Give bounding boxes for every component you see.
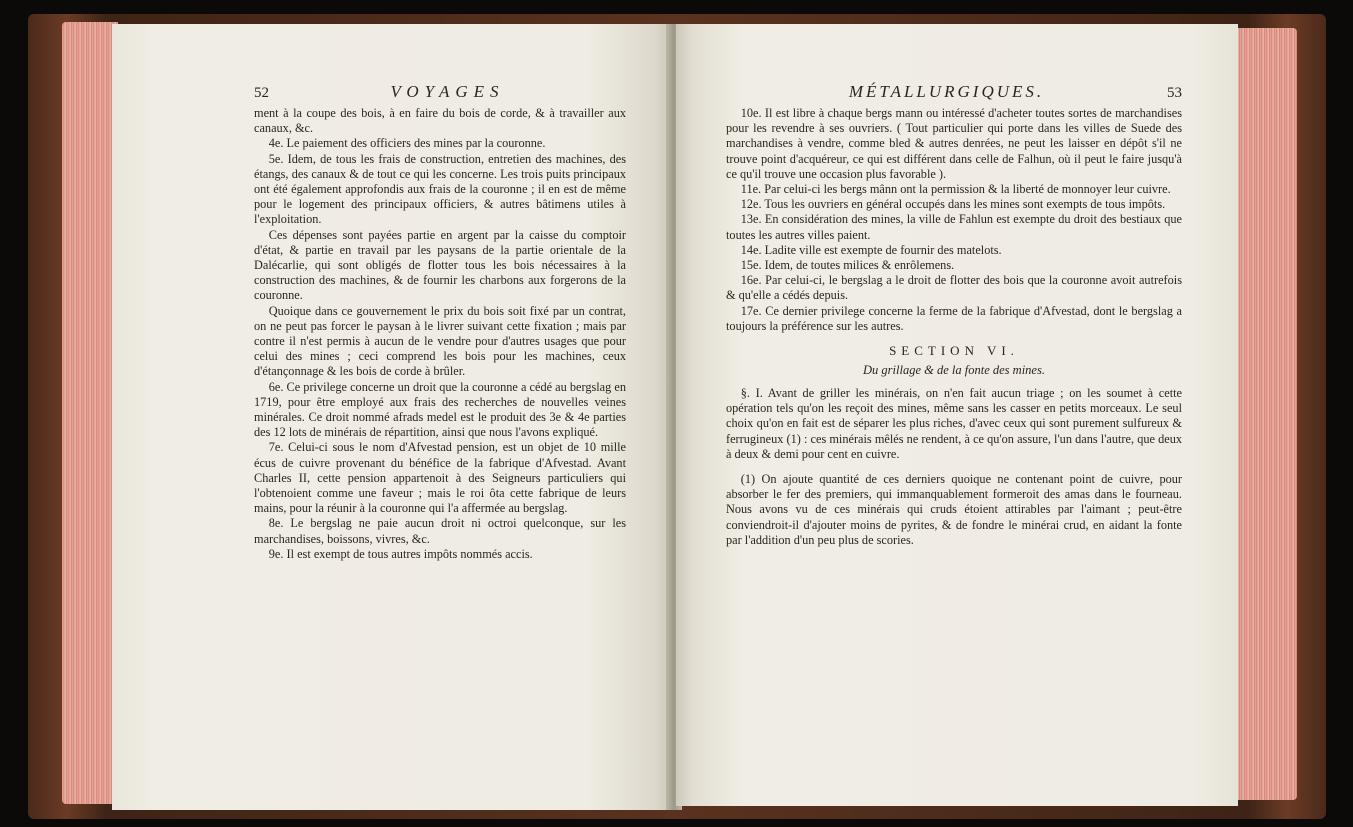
- paragraph: Ces dépenses sont payées partie en argent par la caisse du comptoir d'état, & partie en travail par les paysans de la partie orientale de la Dalécarlie, qui sont obligés de flotter tous les bois nécessaires à la construction des machines, & de fournir les charbons aux forgerons de la couronne.: [254, 227, 626, 303]
- paragraph: §. I. Avant de griller les minérais, on n'en fait aucun triage ; on les soumet à cette opération tels qu'on les reçoit des mines, même sans les casser en petits morceaux. Le seul choix qu'on en fait est de séparer les plus riches, d'avec ceux qui sont purement sulfureux & ferrugineux (1) : ces minérais mêlés ne rendent, à ce qu'on assure, l'un dans l'autre, que deux à deux & demi pour cent en cuivre.: [726, 386, 1182, 461]
- left-page: [112, 24, 672, 810]
- paragraph: 14e. Ladite ville est exempte de fournir des matelots.: [740, 242, 1002, 257]
- paragraph: ment à la coupe des bois, à en faire du bois de corde, & à travailler aux canaux, &c.: [254, 106, 626, 136]
- section-subtitle: Du grillage & de la fonte des mines.: [863, 363, 1045, 378]
- right-body-text: [726, 106, 1182, 548]
- paragraph: 17e. Ce dernier privilege concerne la ferme de la fabrique d'Afvestad, dont le bergslag a toujours la préférence sur les autres.: [726, 303, 1182, 333]
- paragraph: 4e. Le paiement des officiers des mines par la couronne.: [268, 136, 546, 151]
- paragraph: 6e. Ce privilege concerne un droit que la couronne a cédé au bergslag en 1719, pour être employé aux frais des recherches de nouvelles veines minérales. Ce droit nommé afrads medel est le produit des 3e & 4e parties des 12 lots de minérais de répartition, ainsi que nous l'avons expliqué.: [254, 379, 626, 440]
- paragraph: 13e. En considération des mines, la ville de Fahlun est exempte du droit des bestiaux que toutes les autres villes paient.: [726, 212, 1182, 242]
- paragraph: 9e. Il est exempt de tous autres impôts nommés accis.: [268, 546, 533, 561]
- paragraph: 7e. Celui-ci sous le nom d'Afvestad pension, est un objet de 10 mille écus de cuivre provenant du bénéfice de la fabrique d'Afvestad. Avant Charles II, cette pension appartenoit à des Seigneurs particuliers qui l'obtenoient comme une faveur ; mais le roi ôta cette fabrique de leurs mains, pour la réunir à la couronne qui l'a affermée au bergslag.: [254, 440, 626, 516]
- paragraph: 15e. Idem, de toutes milices & enrôlemens.: [740, 258, 955, 273]
- paragraph: 16e. Par celui-ci, le bergslag a le droit de flotter des bois que la couronne avoit autrefois & qu'elle a cédés depuis.: [726, 273, 1182, 303]
- footnote-text: (1) On ajoute quantité de ces derniers quoique ne contenant point de cuivre, pour absorber le fer des premiers, qui immanquablement formeroit des amas dans le fourneau. Nous avons vu de ces minérais qui cruds étoient attirables par l'aimant ; peut-être conviendroit-il d'ajouter moins de pyrites, & de fondre le minérai crud, en aidant la fonte par l'addition d'un peu plus de scories.: [726, 472, 1182, 547]
- left-running-head: [254, 82, 626, 100]
- paragraph: 8e. Le bergslag ne paie aucun droit ni octroi quelconque, sur les marchandises, boissons, vivres, &c.: [254, 516, 626, 546]
- paragraph: 10e. Il est libre à chaque bergs mann ou intéressé d'acheter toutes sortes de marchandises pour les revendre à ses ouvriers. ( Tout particulier qui porte dans les villes de Suede des marchandises à vendre, comme bled & autres denrées, ne peut les laisser en dépôt s'il ne trouve point d'acquéreur, ce qui est différent dans celle de Falhun, où il peut le faire jusqu'à ce qu'il trouve une occasion plus favorable ).: [726, 106, 1182, 181]
- right-running-title: MÉTALLURGIQUES.: [848, 82, 1045, 101]
- paragraph: 12e. Tous les ouvriers en général occupés dans les mines sont exempts de tous impôts.: [740, 197, 1166, 212]
- paragraph: 5e. Idem, de tous les frais de construction, entretien des machines, des étangs, des canaux & de tout ce qui les concerne. Les trois puits principaux ont été également approfondis aux frais de la couronne ; il en est de même pour le logement des principaux officiers, & autres bâtimens utiles à l'exploitation.: [254, 151, 626, 227]
- right-running-head: [726, 82, 1182, 100]
- left-body-text: [254, 106, 626, 562]
- section-title: SECTION VI.: [889, 343, 1019, 359]
- right-page: [676, 24, 1238, 806]
- paragraph: Quoique dans ce gouvernement le prix du bois soit fixé par un contrat, on ne peut pas forcer le paysan à le livrer suivant cette fixation ; mais par contre il n'est permis à aucun de le vendre pour d'autres usages que pour celui des mines ; ceci comprend les bois pour les machines, ceux d'étançonnage & les bois de corde à brûler.: [254, 303, 626, 379]
- left-running-title: VOYAGES: [390, 82, 505, 101]
- right-page-number: 53: [1166, 85, 1182, 101]
- left-page-number: 52: [254, 85, 269, 101]
- paragraph: 11e. Par celui-ci les bergs mânn ont la permission & la liberté de monnoyer leur cuivre.: [740, 182, 1171, 197]
- footnote: [726, 472, 1182, 548]
- page-edges-right: [1235, 28, 1297, 800]
- page-edges-left: [62, 22, 118, 804]
